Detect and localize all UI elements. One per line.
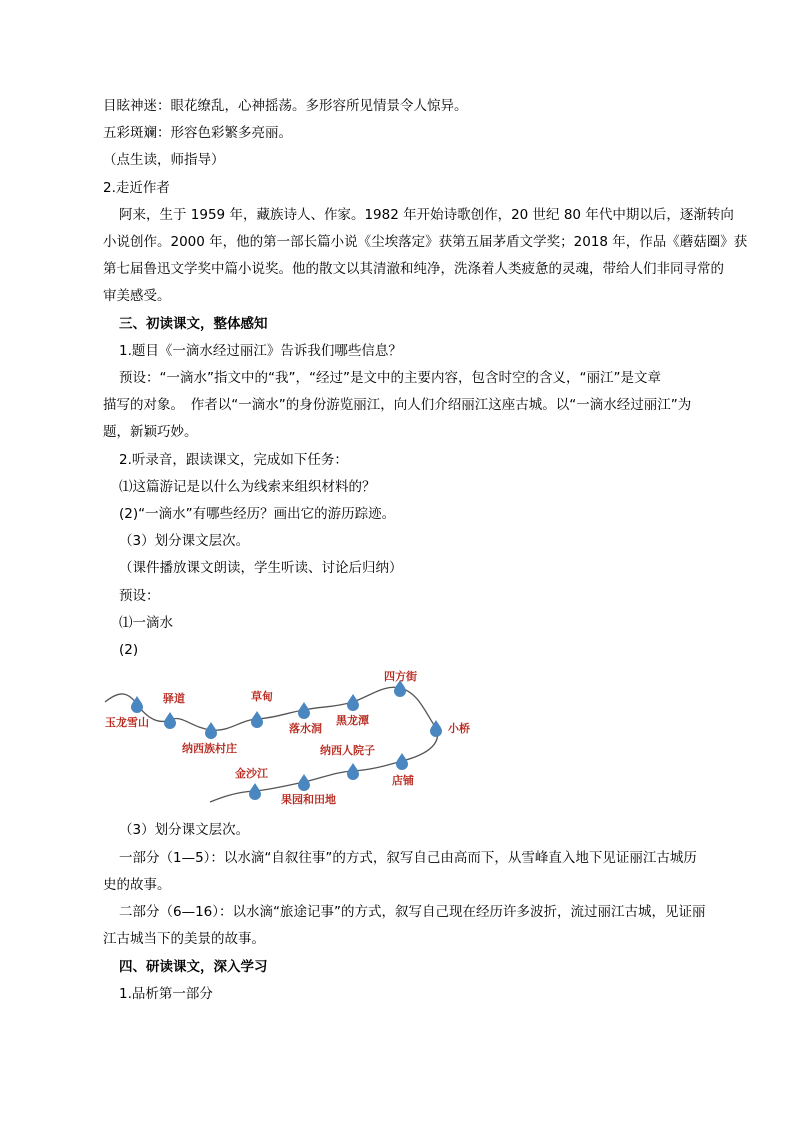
stop-label: 金沙江 (235, 767, 268, 780)
task-item-2: (2)“一滴水”有哪些经历？画出它的游历踪迹。 (119, 506, 396, 522)
section-heading: 2.走近作者 (103, 180, 170, 196)
part-two-line: 二部分（6—16）：以水滴“旅途记事”的方式，叙写自己现在经历许多波折，流过丽江古城，见证丽 (119, 904, 706, 920)
preset-item-2: (2) (119, 642, 139, 658)
vocab-wucaibanlan: 五彩斑斓：形容色彩繁多亮丽。 (103, 125, 292, 141)
author-paragraph-line: 第七届鲁迅文学奖中篇小说奖。他的散文以其清澈和纯净，洗涤着人类疲惫的灵魂，带给人们非同寻常的 (103, 261, 724, 277)
part-one-line: 史的故事。 (103, 877, 171, 893)
subsection-heading: 1.品析第一部分 (119, 986, 213, 1002)
section-heading-3: 三、初读课文，整体感知 (119, 316, 268, 332)
preset-item-3: （3）划分课文层次。 (119, 822, 250, 838)
question-1: 1.题目《一滴水经过丽江》告诉我们哪些信息？ (119, 343, 402, 359)
task-heading: 2.听录音，跟读课文，完成如下任务： (119, 452, 348, 468)
author-paragraph-line: 审美感受。 (103, 288, 171, 304)
stop-label: 四方街 (384, 670, 417, 683)
preset-item-1: ⑴一滴水 (119, 615, 173, 631)
stop-label: 店铺 (392, 774, 414, 787)
drop-icon (347, 763, 359, 780)
answer-line: 描写的对象。 作者以“一滴水”的身份游览丽江，向人们介绍丽江这座古城。以“一滴水经过丽江”为 (103, 397, 692, 413)
preset-label: 预设： (119, 588, 160, 604)
stop-label: 玉龙雪山 (105, 716, 149, 729)
drop-icon (347, 694, 359, 711)
water-drop-route-diagram (100, 662, 480, 812)
part-one-line: 一部分（1—5）：以水滴“自叙往事”的方式，叙写自己由高而下，从雪峰直入地下见证丽江古城历 (119, 850, 697, 866)
drop-icon (164, 712, 176, 729)
stop-label: 果园和田地 (281, 793, 336, 806)
author-paragraph-line: 阿来，生于 1959 年，藏族诗人、作家。1982 年开始诗歌创作，20 世纪 80 年代中期以后，逐渐转向 (119, 207, 734, 223)
drop-icon (251, 711, 263, 728)
task-item-3: （3）划分课文层次。 (119, 533, 250, 549)
route-line (105, 687, 438, 802)
teaching-note: （点生读，师指导） (103, 152, 225, 168)
answer-line: 题，新颖巧妙。 (103, 424, 198, 440)
stop-label: 纳西人院子 (320, 744, 375, 757)
stop-label: 落水洞 (289, 722, 322, 735)
answer-line: 预设：“一滴水”指文中的“我”，“经过”是文中的主要内容，包含时空的含义，“丽江”是文章 (119, 370, 661, 386)
stop-label: 黑龙潭 (336, 714, 369, 727)
part-two-line: 江古城当下的美景的故事。 (103, 931, 265, 947)
drop-icon (298, 774, 310, 791)
drop-icon (205, 722, 217, 739)
stop-label: 小桥 (448, 722, 470, 735)
stop-label: 纳西族村庄 (182, 742, 237, 755)
section-heading-4: 四、研读课文，深入学习 (119, 959, 268, 975)
drop-icon (298, 702, 310, 719)
vocab-mumixuanmi: 目眩神迷：眼花缭乱，心神摇荡。多形容所见情景令人惊异。 (103, 98, 468, 114)
drop-icon (249, 783, 261, 800)
task-item-1: ⑴这篇游记是以什么为线索来组织材料的？ (119, 479, 376, 495)
stop-label: 驿道 (163, 692, 185, 705)
stop-label: 草甸 (251, 690, 273, 703)
drop-icon (396, 753, 408, 770)
author-paragraph-line: 小说创作。2000 年，他的第一部长篇小说《尘埃落定》获第五届茅盾文学奖；2018 年，作品《蘑菇圈》获 (103, 234, 748, 250)
teaching-note: （课件播放课文朗读，学生听读、讨论后归纳） (119, 560, 403, 576)
